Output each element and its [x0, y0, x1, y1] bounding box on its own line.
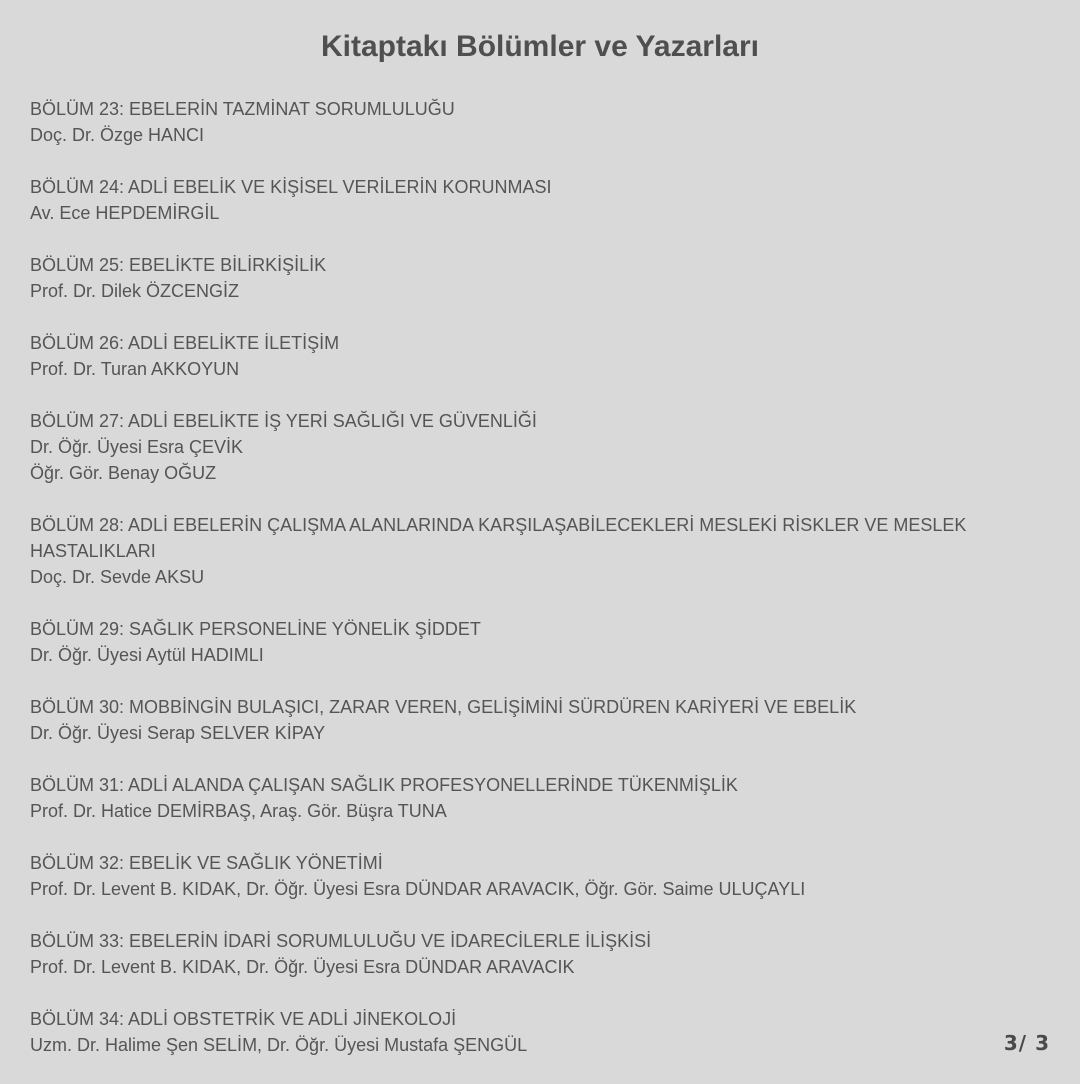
chapter-author: Av. Ece HEPDEMİRGİL — [30, 203, 220, 223]
chapter-entry — [30, 616, 1030, 668]
chapter-entry — [30, 96, 1030, 148]
chapter-entry — [30, 330, 1030, 382]
chapter-entry — [30, 512, 1030, 590]
chapter-title: BÖLÜM 34: ADLİ OBSTETRİK VE ADLİ JİNEKOLOJİ — [30, 1009, 457, 1029]
chapter-title: BÖLÜM 24: ADLİ EBELİK VE KİŞİSEL VERİLERİN KORUNMASI — [30, 177, 552, 197]
chapter-author: Doç. Dr. Özge HANCI — [30, 125, 205, 145]
chapter-title: BÖLÜM 23: EBELERİN TAZMİNAT SORUMLULUĞU — [30, 99, 455, 119]
chapter-entry — [30, 850, 1030, 902]
chapter-author: Uzm. Dr. Halime Şen SELİM, Dr. Öğr. Üyesi Mustafa ŞENGÜL — [30, 1035, 528, 1055]
chapter-entry — [30, 694, 1030, 746]
chapter-author: Dr. Öğr. Üyesi Aytül HADIMLI — [30, 645, 264, 665]
chapter-title: BÖLÜM 29: SAĞLIK PERSONELİNE YÖNELİK ŞİDDET — [30, 619, 481, 639]
chapter-entry — [30, 1006, 1030, 1058]
chapter-author: Dr. Öğr. Üyesi Esra ÇEVİK — [30, 437, 244, 457]
chapter-title: BÖLÜM 26: ADLİ EBELİKTE İLETİŞİM — [30, 333, 340, 353]
chapter-entry — [30, 772, 1030, 824]
chapter-title: BÖLÜM 25: EBELİKTE BİLİRKİŞİLİK — [30, 255, 327, 275]
chapter-entry — [30, 928, 1030, 980]
chapter-entry — [30, 174, 1030, 226]
chapter-author: Öğr. Gör. Benay OĞUZ — [30, 463, 217, 483]
chapter-list — [30, 96, 1030, 1084]
chapter-title: BÖLÜM 30: MOBBİNGİN BULAŞICI, ZARAR VEREN, GELİŞİMİNİ SÜRDÜREN KARİYERİ VE EBELİK — [30, 697, 857, 717]
chapter-entry — [30, 252, 1030, 304]
chapter-author: Prof. Dr. Hatice DEMİRBAŞ, Araş. Gör. Büşra TUNA — [30, 801, 447, 821]
chapter-title: BÖLÜM 32: EBELİK VE SAĞLIK YÖNETİMİ — [30, 853, 383, 873]
chapter-entry — [30, 408, 1030, 486]
chapter-author: Dr. Öğr. Üyesi Serap SELVER KİPAY — [30, 723, 326, 743]
chapter-author: Doç. Dr. Sevde AKSU — [30, 567, 205, 587]
chapter-title: BÖLÜM 27: ADLİ EBELİKTE İŞ YERİ SAĞLIĞI VE GÜVENLİĞİ — [30, 411, 537, 431]
chapter-title: BÖLÜM 28: ADLİ EBELERİN ÇALIŞMA ALANLARINDA KARŞILAŞABİLECEKLERİ MESLEKİ RİSKLER VE MESLEK HASTALIKLARI — [30, 515, 967, 561]
page-number: 3/ 3 — [1003, 1031, 1050, 1055]
page-title: Kitaptakı Bölümler ve Yazarları — [321, 30, 759, 63]
chapter-author: Prof. Dr. Turan AKKOYUN — [30, 359, 240, 379]
chapter-title: BÖLÜM 31: ADLİ ALANDA ÇALIŞAN SAĞLIK PROFESYONELLERİNDE TÜKENMİŞLİK — [30, 775, 738, 795]
chapter-author: Prof. Dr. Levent B. KIDAK, Dr. Öğr. Üyesi Esra DÜNDAR ARAVACIK, Öğr. Gör. Saime ULUÇAYLI — [30, 879, 806, 899]
chapter-author: Prof. Dr. Dilek ÖZCENGİZ — [30, 281, 240, 301]
chapter-author: Prof. Dr. Levent B. KIDAK, Dr. Öğr. Üyesi Esra DÜNDAR ARAVACIK — [30, 957, 575, 977]
chapter-title: BÖLÜM 33: EBELERİN İDARİ SORUMLULUĞU VE İDARECİLERLE İLİŞKİSİ — [30, 931, 652, 951]
